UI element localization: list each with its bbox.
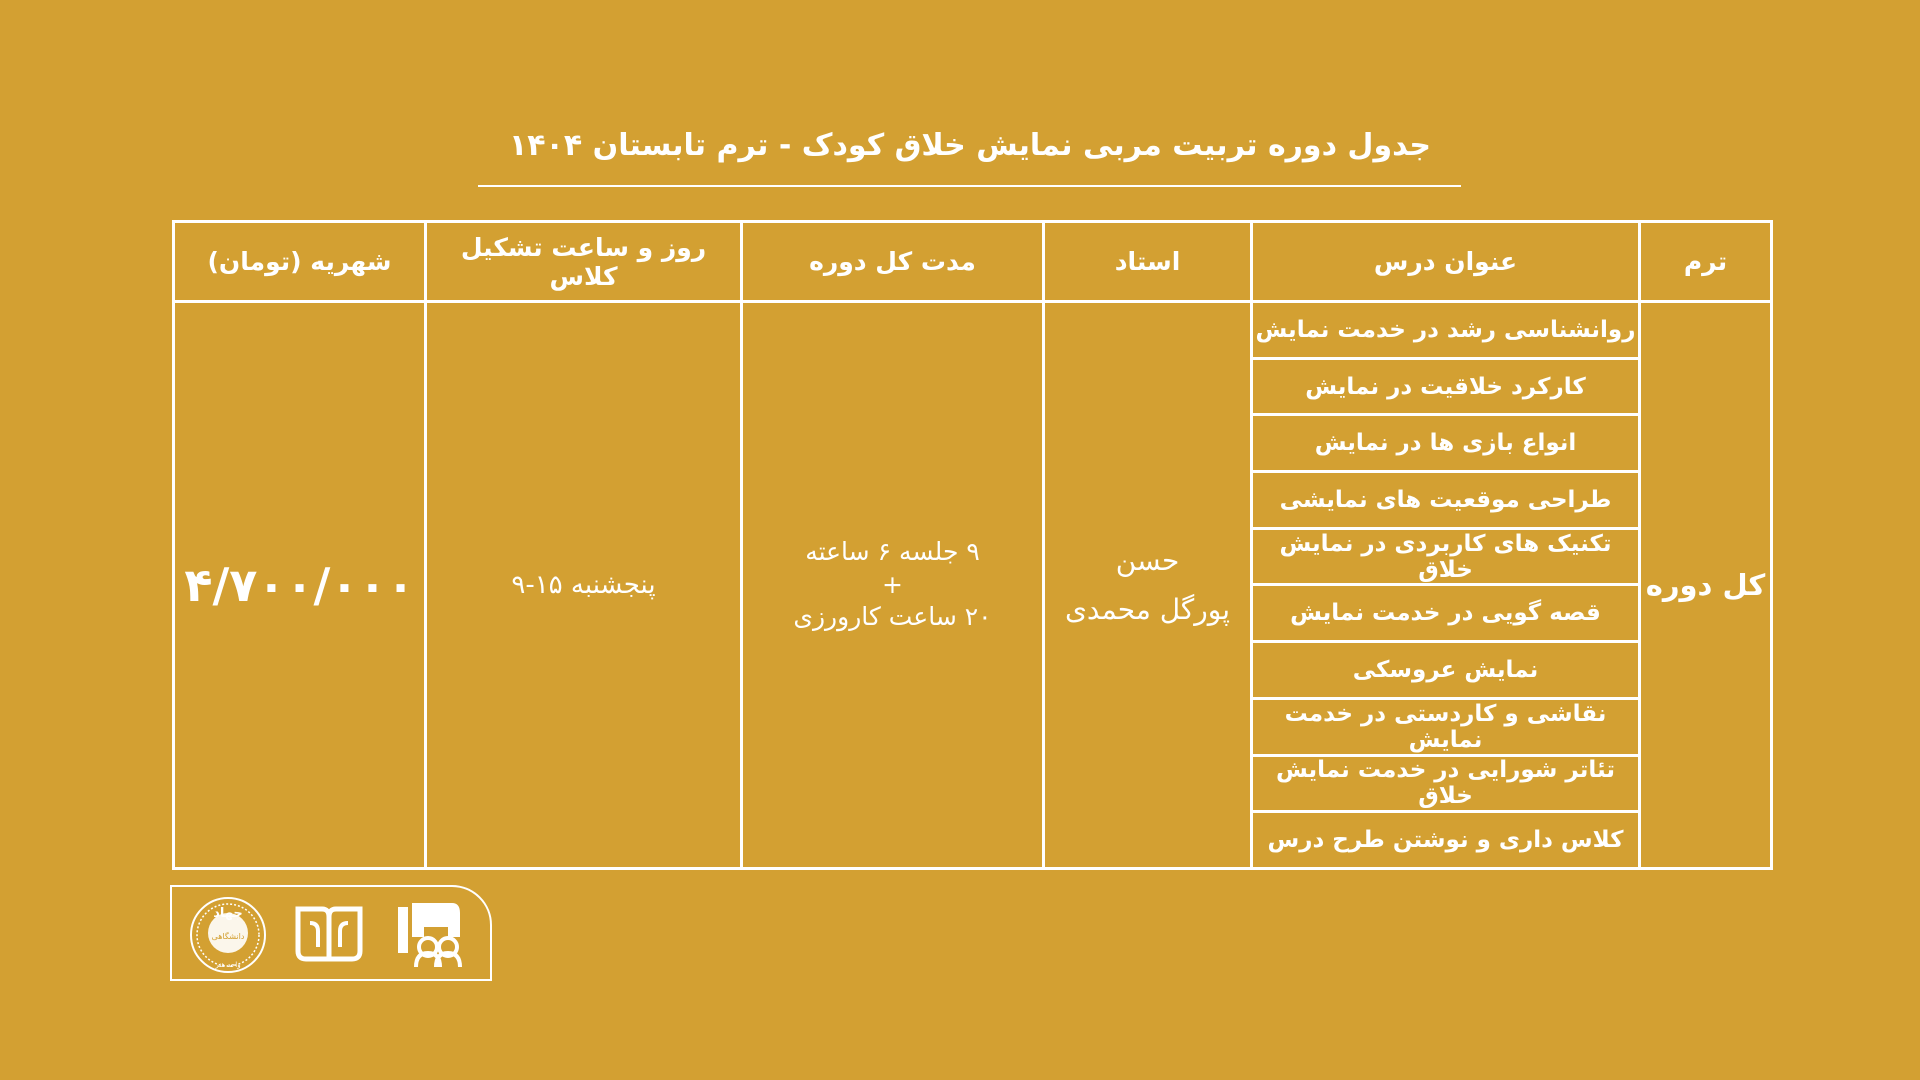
teacher-last-name: پورگل محمدی bbox=[1064, 593, 1231, 626]
page-title: جدول دوره تربیت مربی نمایش خلاق کودک - ترم تابستان ۱۴۰۴ bbox=[508, 128, 1432, 163]
seal-text-bottom: واحد هنر bbox=[215, 961, 241, 969]
logo-box bbox=[170, 885, 492, 981]
topic-cell: روانشناسی رشد در خدمت نمایش bbox=[1252, 302, 1640, 359]
topic-cell: طراحی موقعیت های نمایشی bbox=[1252, 472, 1640, 529]
seal-text-top: جهاد bbox=[213, 906, 243, 921]
teacher-first-name: حسن bbox=[1115, 544, 1180, 577]
fee-cell: ۴/۷۰۰/۰۰۰ bbox=[174, 302, 426, 869]
book-pages-logo-icon bbox=[294, 901, 364, 967]
header-teacher: استاد bbox=[1044, 222, 1252, 302]
topic-cell: قصه گویی در خدمت نمایش bbox=[1252, 585, 1640, 642]
header-schedule: روز و ساعت تشکیل کلاس bbox=[426, 222, 742, 302]
duration-cell bbox=[742, 302, 1044, 869]
jahad-seal-logo-icon bbox=[188, 895, 268, 975]
header-term: ترم bbox=[1640, 222, 1772, 302]
duration-sessions: ۹ جلسه ۶ ساعته bbox=[805, 537, 980, 567]
topic-cell: نمایش عروسکی bbox=[1252, 642, 1640, 699]
duration-workshop: ۲۰ ساعت کارورزی bbox=[793, 602, 992, 632]
topic-cell: تئاتر شورایی در خدمت نمایش خلاق bbox=[1252, 755, 1640, 812]
term-cell: کل دوره bbox=[1640, 302, 1772, 869]
topic-cell: نقاشی و کاردستی در خدمت نمایش bbox=[1252, 698, 1640, 755]
title-underline bbox=[478, 185, 1461, 187]
table-row bbox=[174, 302, 1772, 359]
table-header-row bbox=[174, 222, 1772, 302]
duration-plus: + bbox=[882, 569, 903, 599]
header-duration: مدت کل دوره bbox=[742, 222, 1044, 302]
building-logo-icon bbox=[394, 897, 466, 969]
topic-cell: کارکرد خلاقیت در نمایش bbox=[1252, 358, 1640, 415]
header-topic: عنوان درس bbox=[1252, 222, 1640, 302]
teacher-cell bbox=[1044, 302, 1252, 869]
header-fee: شهریه (تومان) bbox=[174, 222, 426, 302]
topic-cell: کلاس داری و نوشتن طرح درس bbox=[1252, 812, 1640, 869]
schedule-cell: پنجشنبه ۱۵-۹ bbox=[426, 302, 742, 869]
topic-cell: انواع بازی ها در نمایش bbox=[1252, 415, 1640, 472]
topic-cell: تکنیک های کاربردی در نمایش خلاق bbox=[1252, 528, 1640, 585]
seal-text-mid: دانشگاهی bbox=[211, 932, 245, 941]
course-schedule-table bbox=[172, 220, 1773, 870]
